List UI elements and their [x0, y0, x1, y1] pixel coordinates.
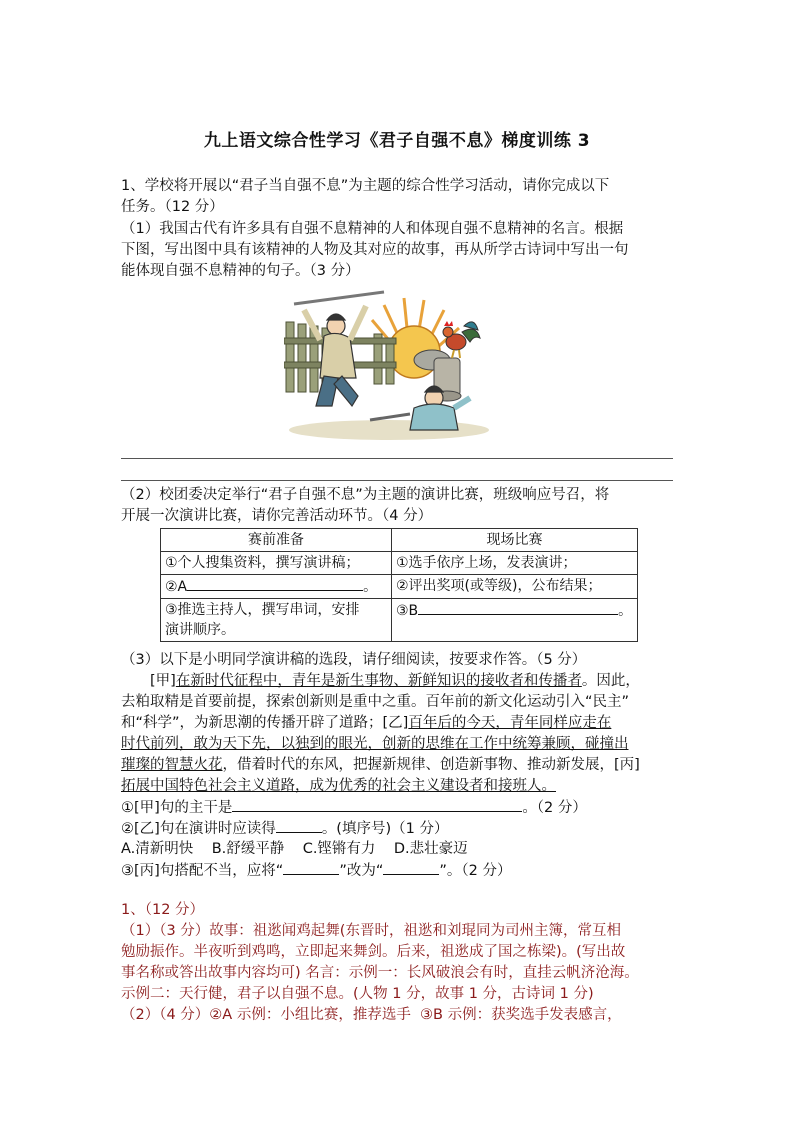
zu-ti-illustration — [284, 290, 494, 442]
page-title: 九上语文综合性学习《君子自强不息》梯度训练 3 — [203, 131, 591, 151]
sub-question-text: 。(填序号)（1 分） — [321, 821, 449, 837]
table-row — [161, 552, 638, 575]
sub-question-3 — [121, 860, 677, 882]
answer-line: （2）（4 分）②A 示例：小组比赛，推荐选手 ③B 示例：获奖选手发表感言， — [121, 1007, 622, 1023]
table-header-row — [161, 529, 638, 552]
passage-sentence-jia: 在新时代征程中，青年是新生事物、新鲜知识的接收者和传播者 — [175, 673, 582, 689]
sub-question-text: ③[丙]句搭配不当，应将“ — [121, 863, 284, 879]
sub-question-text: ”改为“ — [339, 863, 384, 879]
q1-part2-line1: （2）校团委决定举行“君子自强不息”为主题的演讲比赛，班级响应号召，将 — [121, 487, 610, 503]
passage-line: 去粕取精是首要前提，探索创新则是重中之重。百年前的新文化运动引入“民主” — [121, 694, 630, 710]
passage-sentence-yi-end: 璀璨的智慧火花 — [121, 757, 223, 773]
sub-question-2 — [121, 818, 677, 840]
blank-a-label: ②A — [165, 579, 188, 595]
blank-correct-word-line[interactable] — [383, 860, 439, 875]
blank-reading-line[interactable] — [276, 818, 322, 833]
passage-text: ，借着时代的东风，把握新规律、创造新事物、推动新发展，[丙] — [222, 757, 640, 773]
blank-wrong-word-line[interactable] — [283, 860, 339, 875]
blank-stem-line[interactable] — [232, 797, 522, 812]
table-row — [161, 575, 638, 599]
table-cell: ②评出奖项(或等级)，公布结果； — [392, 575, 638, 599]
passage-text: 。因此， — [581, 673, 640, 689]
blank-a-line[interactable] — [187, 576, 363, 591]
sub-question-text: ”。（2 分） — [439, 863, 512, 879]
activity-table — [160, 528, 638, 642]
sub-question-1 — [121, 797, 677, 819]
q1-part3-line1: （3）以下是小明同学演讲稿的选段，请仔细阅读，按要求作答。（5 分） — [121, 652, 587, 668]
table-cell-line: 演讲顺序。 — [165, 622, 235, 638]
sub-question-text: ①[甲]句的主干是 — [121, 800, 233, 816]
table-cell-line: ③推选主持人，撰写串词，安排 — [165, 602, 360, 618]
passage-label-jia: [甲] — [150, 673, 176, 689]
passage-line — [121, 755, 677, 776]
blank-b-line[interactable] — [418, 600, 618, 615]
answer-line-1 — [121, 458, 673, 459]
sub-question-text: 。（2 分） — [522, 800, 587, 816]
passage-sentence-bing: 拓展中国特色社会主义道路，成为优秀的社会主义建设者和接班人。 — [121, 778, 556, 794]
passage-line — [150, 671, 677, 692]
answer-line: （1）（3 分）故事：祖逖闻鸡起舞(东晋时，祖逖和刘琨同为司州主簿，常互相 — [121, 923, 621, 939]
table-cell: ①选手依序上场，发表演讲； — [392, 552, 638, 575]
sub-question-text: ②[乙]句在演讲时应读得 — [121, 821, 276, 837]
answer-line-2 — [121, 480, 673, 481]
blank-b-suffix: 。 — [618, 603, 633, 619]
passage-sentence-yi: 百年后的今天，青年同样应走在 — [408, 715, 612, 731]
blank-b-label: ③B — [396, 603, 419, 619]
q1-intro-line1: 1、学校将开展以“君子当自强不息”为主题的综合性学习活动，请你完成以下 — [121, 178, 610, 194]
q1-part2-line2: 开展一次演讲比赛，请你完善活动环节。（4 分） — [121, 508, 433, 524]
table-cell — [161, 599, 392, 642]
passage-line — [121, 713, 677, 734]
answer-line: 示例二：天行健，君子以自强不息。(人物 1 分，故事 1 分，古诗词 1 分) — [121, 986, 594, 1002]
table-cell: ①个人搜集资料，撰写演讲稿； — [161, 552, 392, 575]
table-header-preparation: 赛前准备 — [161, 529, 392, 552]
table-header-competition: 现场比赛 — [392, 529, 638, 552]
answer-line: 事名称或答出故事内容均可) 名言：示例一：长风破浪会有时，直挂云帆济沧海。 — [121, 965, 639, 981]
table-cell-blank-a[interactable] — [161, 575, 392, 599]
passage-text: 和“科学”，为新思潮的传播开辟了道路；[乙] — [121, 715, 409, 731]
answer-heading: 1、（12 分） — [121, 902, 205, 918]
q1-part1-line1: （1）我国古代有许多具有自强不息精神的人和体现自强不息精神的名言。根据 — [121, 221, 624, 237]
table-cell-blank-b[interactable] — [392, 599, 638, 642]
table-row — [161, 599, 638, 642]
answer-line: 勉励振作。半夜听到鸡鸣，立即起来舞剑。后来，祖逖成了国之栋梁)。(写出故 — [121, 944, 626, 960]
q1-part1-line2: 下图，写出图中具有该精神的人物及其对应的故事，再从所学古诗词中写出一句 — [121, 242, 629, 258]
q1-intro-line2: 任务。（12 分） — [121, 199, 224, 215]
q1-part1-line3: 能体现自强不息精神的句子。（3 分） — [121, 263, 360, 279]
options-line: A.清新明快 B.舒缓平静 C.铿锵有力 D.悲壮豪迈 — [121, 841, 468, 857]
blank-a-suffix: 。 — [363, 579, 378, 595]
passage-sentence-yi-cont: 时代前列，敢为天下先，以独到的眼光，创新的思维在工作中统筹兼顾，碰撞出 — [121, 736, 629, 752]
